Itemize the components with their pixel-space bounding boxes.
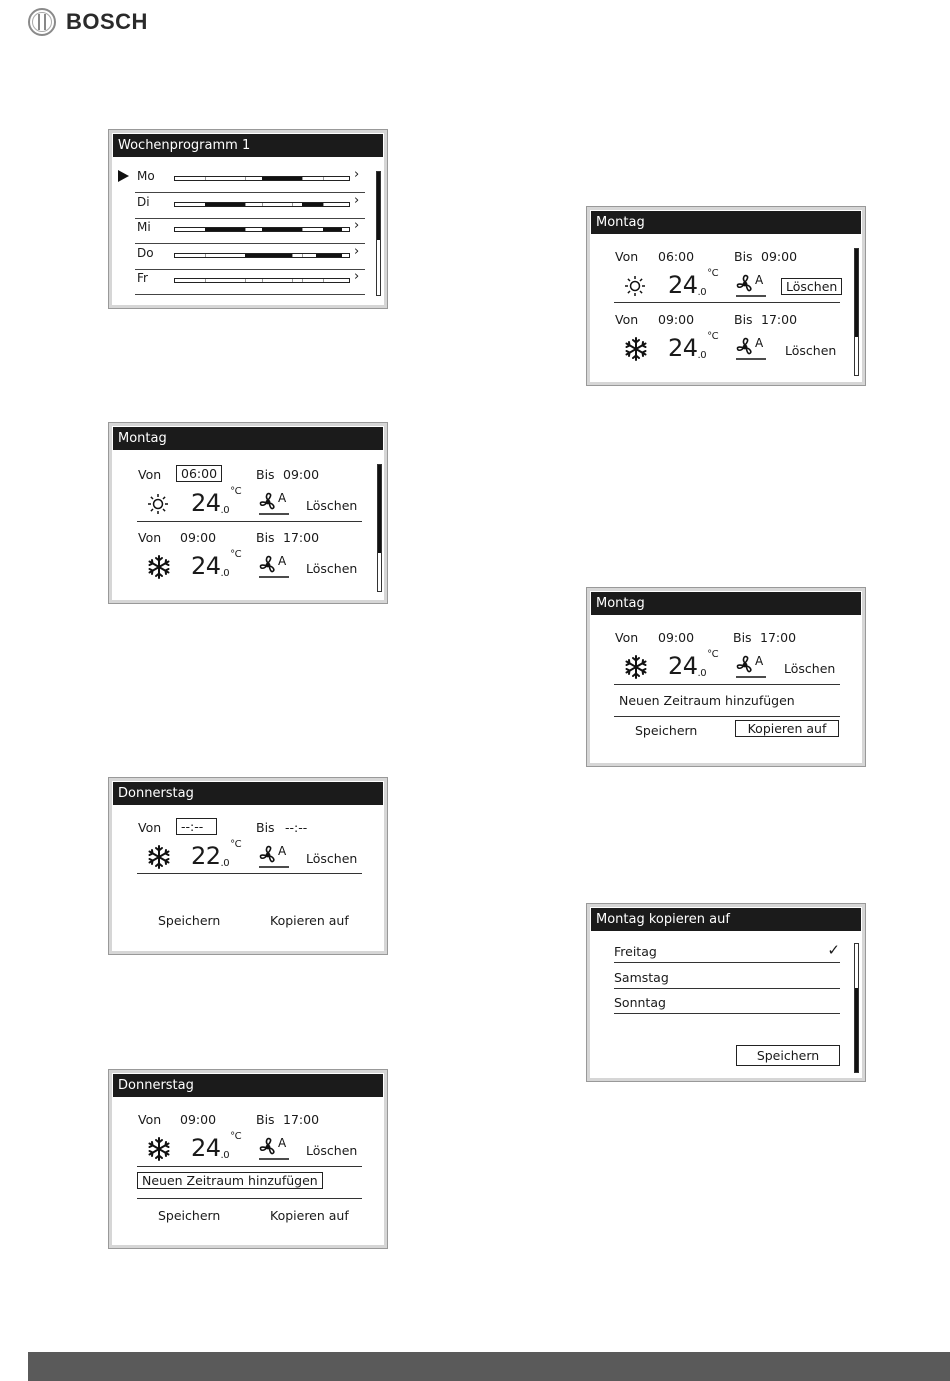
timeline-tick [302, 254, 303, 257]
timeline-tick [245, 177, 246, 180]
copy-to-button[interactable]: Kopieren auf [735, 720, 839, 737]
day-row[interactable] [113, 219, 383, 244]
row-separator [135, 294, 365, 295]
von-label: Von [615, 312, 639, 327]
fan-mode-letter: A [755, 336, 764, 350]
screen-wochenprogramm [108, 129, 388, 309]
timeline-active-segment [316, 254, 342, 257]
screen-title: Montag [591, 211, 861, 234]
temp-decimal: 0 [223, 568, 230, 579]
timeline-active-segment [205, 228, 245, 231]
screen-title: Montag [113, 427, 383, 450]
fan-auto-icon[interactable] [736, 335, 768, 364]
von-label: Von [138, 467, 162, 482]
bis-label: Bis [256, 820, 275, 835]
temp-integer: 24 [668, 271, 698, 299]
timeline-tick [245, 203, 246, 206]
screen-title: Montag kopieren auf [591, 908, 861, 931]
bis-time-field[interactable]: 17:00 [761, 312, 798, 327]
temp-integer: 24 [668, 652, 698, 680]
save-button[interactable]: Speichern [158, 913, 221, 928]
day-row[interactable] [113, 270, 383, 295]
von-time-field[interactable]: 06:00 [176, 465, 222, 482]
scroll-thumb[interactable] [855, 249, 858, 337]
divider [137, 873, 362, 874]
fan-auto-icon[interactable] [736, 272, 768, 301]
bis-label: Bis [734, 312, 753, 327]
day-timeline [174, 253, 350, 258]
temp-integer: 22 [191, 842, 221, 870]
bis-time-field[interactable]: 09:00 [283, 467, 320, 482]
divider [614, 684, 840, 685]
timeline-tick [262, 279, 263, 282]
screen-title: Wochenprogramm 1 [113, 134, 383, 157]
copy-to-button[interactable]: Kopieren auf [270, 913, 349, 928]
divider [137, 521, 362, 522]
save-button[interactable]: Speichern [158, 1208, 221, 1223]
von-label: Von [615, 630, 639, 645]
von-time-field[interactable]: 09:00 [180, 1112, 217, 1127]
selection-arrow-icon [118, 170, 129, 182]
screen-montag-edit [108, 422, 388, 604]
delete-button[interactable]: Löschen [785, 343, 837, 358]
delete-button[interactable]: Löschen [781, 278, 842, 295]
day-timeline [174, 202, 350, 207]
screen-montag-copy [586, 587, 866, 767]
timeline-tick [205, 279, 206, 282]
timeline-tick [323, 203, 324, 206]
copy-day-item[interactable] [614, 989, 840, 1014]
temp-decimal: 0 [700, 350, 707, 361]
brand-logo [28, 8, 148, 36]
temp-decimal: 0 [223, 858, 230, 869]
copy-day-label: Freitag [614, 944, 657, 959]
copy-day-item[interactable] [614, 938, 840, 963]
footer-bar [28, 1352, 950, 1381]
temp-decimal: 0 [700, 287, 707, 298]
delete-button[interactable]: Löschen [784, 661, 836, 676]
bis-label: Bis [256, 1112, 275, 1127]
screen-title: Montag [591, 592, 861, 615]
day-row[interactable] [113, 245, 383, 270]
temp-decimal: 0 [223, 505, 230, 516]
timeline-active-segment [302, 203, 323, 206]
save-button[interactable]: Speichern [736, 1045, 840, 1066]
timeline-tick [302, 279, 303, 282]
delete-button[interactable]: Löschen [306, 851, 358, 866]
timeline-tick [302, 177, 303, 180]
bis-label: Bis [733, 630, 752, 645]
von-label: Von [138, 530, 162, 545]
checkmark-icon: ✓ [827, 941, 840, 959]
temp-decimal: 0 [700, 668, 707, 679]
sun-icon[interactable] [624, 275, 646, 300]
add-period-button[interactable]: Neuen Zeitraum hinzufügen [619, 693, 795, 708]
fan-auto-icon[interactable] [259, 843, 291, 872]
bis-time-field[interactable]: 17:00 [283, 1112, 320, 1127]
snowflake-icon[interactable] [147, 555, 171, 582]
delete-button[interactable]: Löschen [306, 561, 358, 576]
scroll-thumb[interactable] [377, 172, 380, 240]
fan-mode-letter: A [755, 273, 764, 287]
temperature-value[interactable]: $24_{.0}^{^\circ C}$ [668, 649, 719, 680]
fan-mode-letter: A [278, 844, 287, 858]
day-timeline [174, 176, 350, 181]
save-button[interactable]: Speichern [635, 723, 698, 738]
chevron-right-icon: › [354, 243, 360, 259]
screen-montag-delete [586, 206, 866, 386]
chevron-right-icon: › [354, 269, 360, 284]
temp-unit: °C [230, 839, 242, 850]
bis-time-field[interactable]: --:-- [285, 820, 308, 835]
screen-donnerstag-add [108, 1069, 388, 1249]
chevron-right-icon: › [354, 167, 360, 182]
scrollbar[interactable] [854, 943, 859, 1073]
copy-day-label: Samstag [614, 969, 669, 985]
fan-auto-icon[interactable] [259, 553, 291, 582]
scrollbar[interactable] [376, 171, 381, 296]
temp-unit: °C [230, 486, 242, 497]
bis-time-field[interactable]: 17:00 [760, 630, 797, 645]
temp-integer: 24 [191, 552, 221, 580]
screen-donnerstag-new [108, 777, 388, 955]
timeline-active-segment [323, 228, 342, 231]
scroll-thumb[interactable] [855, 988, 858, 1072]
day-timeline [174, 278, 350, 283]
copy-day-item[interactable] [614, 964, 840, 989]
temperature-value[interactable]: $24_{.0}^{^\circ C}$ [191, 1131, 242, 1162]
scrollbar[interactable] [377, 464, 382, 592]
scroll-thumb[interactable] [378, 465, 381, 553]
timeline-tick [262, 203, 263, 206]
bis-time-field[interactable]: 09:00 [761, 249, 798, 264]
chevron-right-icon: › [354, 192, 360, 208]
day-label: Do [137, 245, 154, 260]
divider [137, 1198, 362, 1199]
scrollbar[interactable] [854, 248, 859, 376]
delete-button[interactable]: Löschen [306, 498, 358, 513]
bis-label: Bis [734, 249, 753, 264]
temperature-value[interactable]: $24_{.0}^{^\circ C}$ [668, 331, 719, 362]
bosch-armature-icon [28, 8, 56, 36]
timeline-active-segment [205, 203, 245, 206]
timeline-tick [245, 228, 246, 231]
von-label: Von [615, 249, 639, 264]
von-time-field[interactable]: --:-- [176, 818, 217, 835]
snowflake-icon[interactable] [147, 1137, 171, 1164]
day-label: Mo [137, 169, 155, 183]
timeline-tick [205, 254, 206, 257]
divider [614, 716, 840, 717]
snowflake-icon[interactable] [624, 337, 648, 364]
temp-unit: °C [230, 549, 242, 560]
day-label: Di [137, 194, 150, 209]
temp-unit: °C [230, 1131, 242, 1142]
von-time-field[interactable]: 09:00 [180, 530, 217, 545]
fan-mode-letter: A [278, 554, 287, 568]
copy-to-button[interactable]: Kopieren auf [270, 1208, 349, 1223]
fan-mode-letter: A [278, 491, 287, 505]
timeline-active-segment [262, 177, 302, 180]
timeline-active-segment [262, 228, 302, 231]
timeline-tick [323, 279, 324, 282]
timeline-tick [205, 177, 206, 180]
copy-day-label: Sonntag [614, 995, 666, 1010]
timeline-tick [292, 254, 293, 257]
temperature-value[interactable]: $24_{.0}^{^\circ C}$ [191, 486, 242, 517]
temp-integer: 24 [668, 334, 698, 362]
temp-integer: 24 [191, 1134, 221, 1162]
bis-time-field[interactable]: 17:00 [283, 530, 320, 545]
fan-mode-letter: A [278, 1136, 287, 1150]
temp-unit: °C [707, 331, 719, 342]
timeline-tick [292, 279, 293, 282]
temperature-value[interactable]: $24_{.0}^{^\circ C}$ [668, 268, 719, 299]
fan-auto-icon[interactable] [259, 1135, 291, 1164]
von-time-field[interactable]: 09:00 [658, 312, 695, 327]
temp-unit: °C [707, 649, 719, 660]
divider [614, 302, 840, 303]
von-time-field[interactable]: 09:00 [658, 630, 695, 645]
day-row[interactable] [113, 194, 383, 219]
von-time-field[interactable]: 06:00 [658, 249, 695, 264]
day-label: Mi [137, 220, 151, 234]
chevron-right-icon: › [354, 218, 360, 233]
day-label: Fr [137, 271, 148, 285]
fan-auto-icon[interactable] [736, 653, 768, 682]
timeline-active-segment [262, 254, 292, 257]
von-label: Von [138, 1112, 162, 1127]
day-timeline [174, 227, 350, 232]
timeline-tick [245, 279, 246, 282]
timeline-tick [323, 177, 324, 180]
timeline-active-segment [245, 254, 262, 257]
brand-name: BOSCH [66, 9, 148, 34]
delete-button[interactable]: Löschen [306, 1143, 358, 1158]
fan-mode-letter: A [755, 654, 764, 668]
snowflake-icon[interactable] [147, 845, 171, 872]
temp-integer: 24 [191, 489, 221, 517]
temp-decimal: 0 [223, 1150, 230, 1161]
von-label: Von [138, 820, 162, 835]
bis-label: Bis [256, 530, 275, 545]
screen-kopieren [586, 903, 866, 1082]
temperature-value[interactable]: $22_{.0}^{^\circ C}$ [191, 839, 242, 870]
temp-unit: °C [707, 268, 719, 279]
sun-icon[interactable] [147, 493, 169, 518]
screen-title: Donnerstag [113, 1074, 383, 1097]
fan-auto-icon[interactable] [259, 490, 291, 519]
add-period-button[interactable]: Neuen Zeitraum hinzufügen [137, 1172, 323, 1189]
timeline-tick [292, 203, 293, 206]
snowflake-icon[interactable] [624, 655, 648, 682]
bis-label: Bis [256, 467, 275, 482]
screen-title: Donnerstag [113, 782, 383, 805]
timeline-tick [302, 228, 303, 231]
day-row[interactable] [113, 168, 383, 193]
divider [137, 1166, 362, 1167]
temperature-value[interactable]: $24_{.0}^{^\circ C}$ [191, 549, 242, 580]
